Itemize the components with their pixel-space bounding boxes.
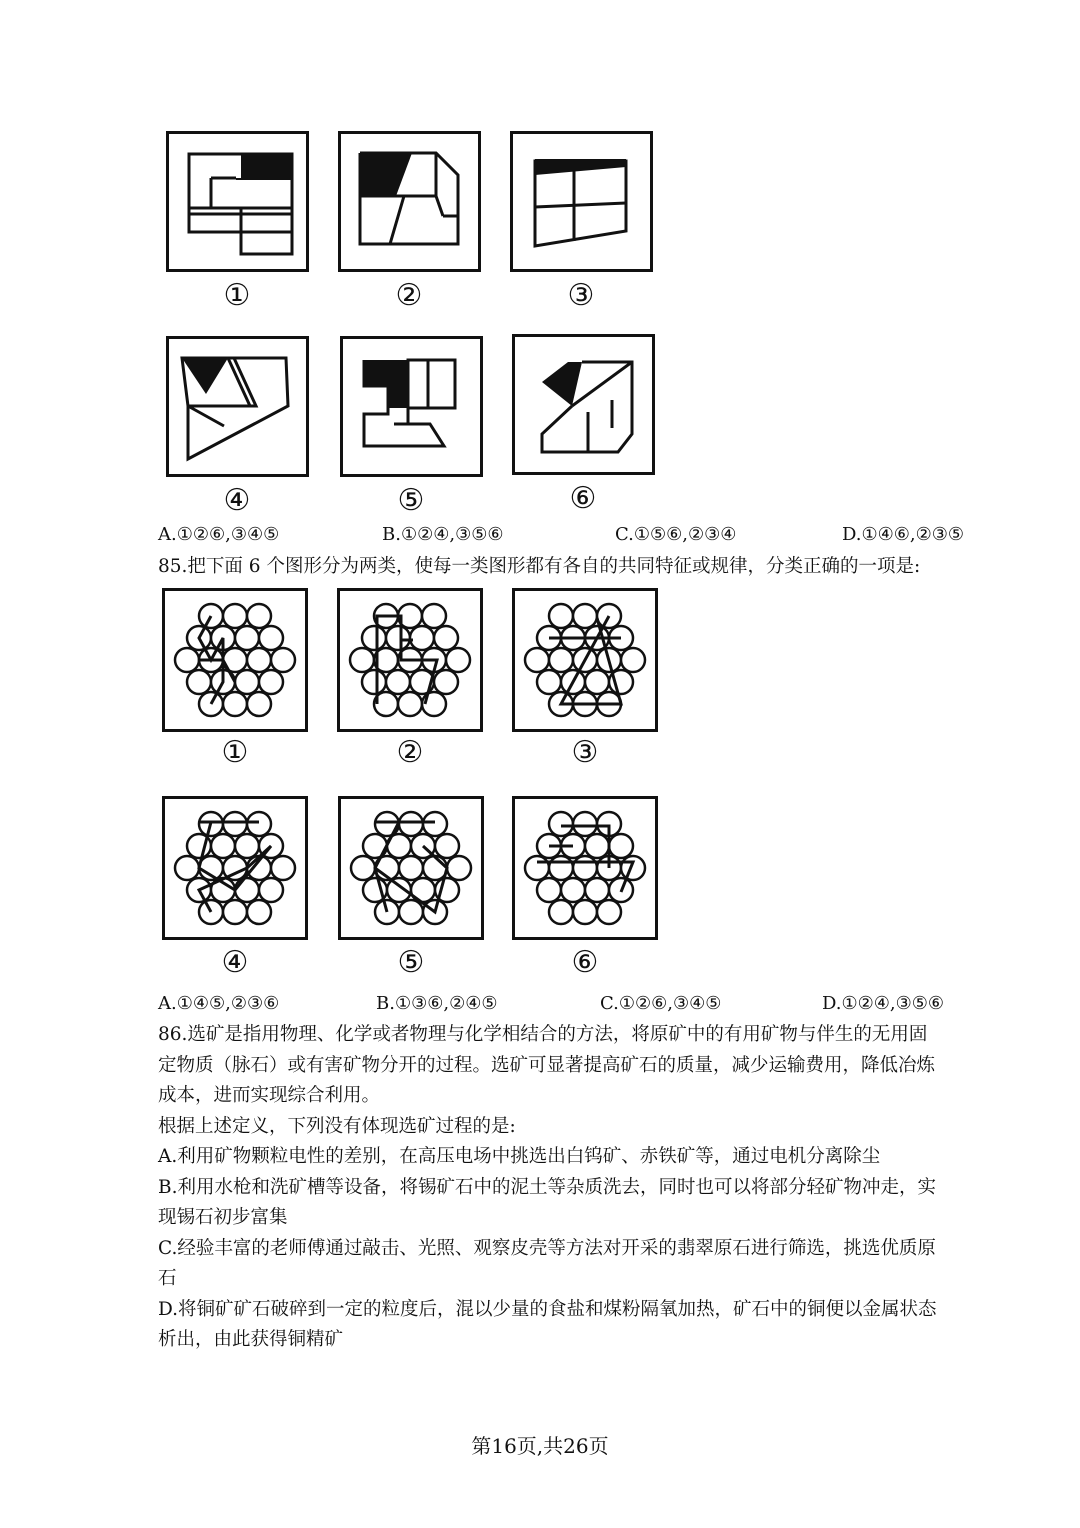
q84-figure-2 [338, 131, 481, 272]
q85-option-a[interactable]: A.①④⑤,②③⑥ [158, 993, 280, 1014]
q86-definition-line: 86.选矿是指用物理、化学或者物理与化学相结合的方法，将原矿中的有用矿物与伴生的无用固 [158, 1024, 928, 1045]
q84-option-b[interactable]: B.①②④,③⑤⑥ [382, 524, 504, 545]
q85-figure-6 [512, 796, 658, 940]
q86-option-a[interactable]: A.利用矿物颗粒电性的差别，在高压电场中挑选出白钨矿、赤铁矿等，通过电机分离除尘 [158, 1146, 881, 1167]
q85-figure-4 [162, 796, 308, 940]
q85-figure-4-label: ④ [221, 945, 249, 980]
q85-option-d[interactable]: D.①②④,③⑤⑥ [822, 993, 945, 1014]
q84-figure-4 [166, 336, 309, 477]
q85-option-b[interactable]: B.①③⑥,②④⑤ [376, 993, 498, 1014]
q85-figure-3-label: ③ [571, 735, 599, 770]
q84-figure-2-label: ② [395, 278, 423, 313]
q84-figure-5 [340, 336, 483, 477]
q86-option-d[interactable]: D.将铜矿矿石破碎到一定的粒度后，混以少量的食盐和煤粉隔氧加热，矿石中的铜便以金属状态 [158, 1298, 937, 1320]
q84-figure-4-label: ④ [223, 483, 251, 518]
q84-option-d[interactable]: D.①④⑥,②③⑤ [842, 524, 965, 545]
q84-figure-6-label: ⑥ [569, 481, 597, 516]
q85-figure-1 [162, 588, 308, 732]
q86-option-b-cont[interactable]: 现锡石初步富集 [158, 1207, 288, 1228]
q86-block [158, 1020, 1000, 1356]
q85-figure-3 [512, 588, 658, 732]
q84-figure-3 [510, 131, 653, 272]
q85-option-c[interactable]: C.①②⑥,③④⑤ [600, 993, 722, 1014]
q86-option-d-cont[interactable]: 析出，由此获得铜精矿 [158, 1329, 344, 1350]
q84-option-a[interactable]: A.①②⑥,③④⑤ [158, 524, 280, 545]
q86-definition-line: 定物质（脉石）或有害矿物分开的过程。选矿可显著提高矿石的质量，减少运输费用，降低冶炼 [158, 1054, 936, 1076]
q85-figure-5-label: ⑤ [397, 945, 425, 980]
q84-figure-6 [512, 334, 655, 475]
q85-figure-1-label: ① [221, 735, 249, 770]
q84-figure-3-label: ③ [567, 278, 595, 313]
q85-figure-5 [338, 796, 484, 940]
q86-option-c-cont[interactable]: 石 [158, 1268, 177, 1289]
q86-question: 根据上述定义，下列没有体现选矿过程的是: [158, 1115, 516, 1137]
page-indicator: 第16页,共26页 [471, 1434, 609, 1458]
q84-figure-1 [166, 131, 309, 272]
q84-option-c[interactable]: C.①⑤⑥,②③④ [615, 524, 737, 545]
q85-question: 85.把下面 6 个图形分为两类，使每一类图形都有各自的共同特征或规律，分类正确的一项是: [158, 556, 921, 577]
q84-figure-1-label: ① [223, 278, 251, 313]
q84-figure-5-label: ⑤ [397, 483, 425, 518]
q85-figure-2 [337, 588, 483, 732]
q86-definition-line: 成本，进而实现综合利用。 [158, 1085, 381, 1106]
q85-figure-6-label: ⑥ [571, 945, 599, 980]
q86-option-b[interactable]: B.利用水枪和洗矿槽等设备，将锡矿石中的泥土等杂质洗去，同时也可以将部分轻矿物冲走，实 [158, 1176, 936, 1198]
q85-figure-2-label: ② [396, 735, 424, 770]
q86-option-c[interactable]: C.经验丰富的老师傅通过敲击、光照、观察皮壳等方法对开采的翡翠原石进行筛选，挑选优质原 [158, 1237, 936, 1259]
